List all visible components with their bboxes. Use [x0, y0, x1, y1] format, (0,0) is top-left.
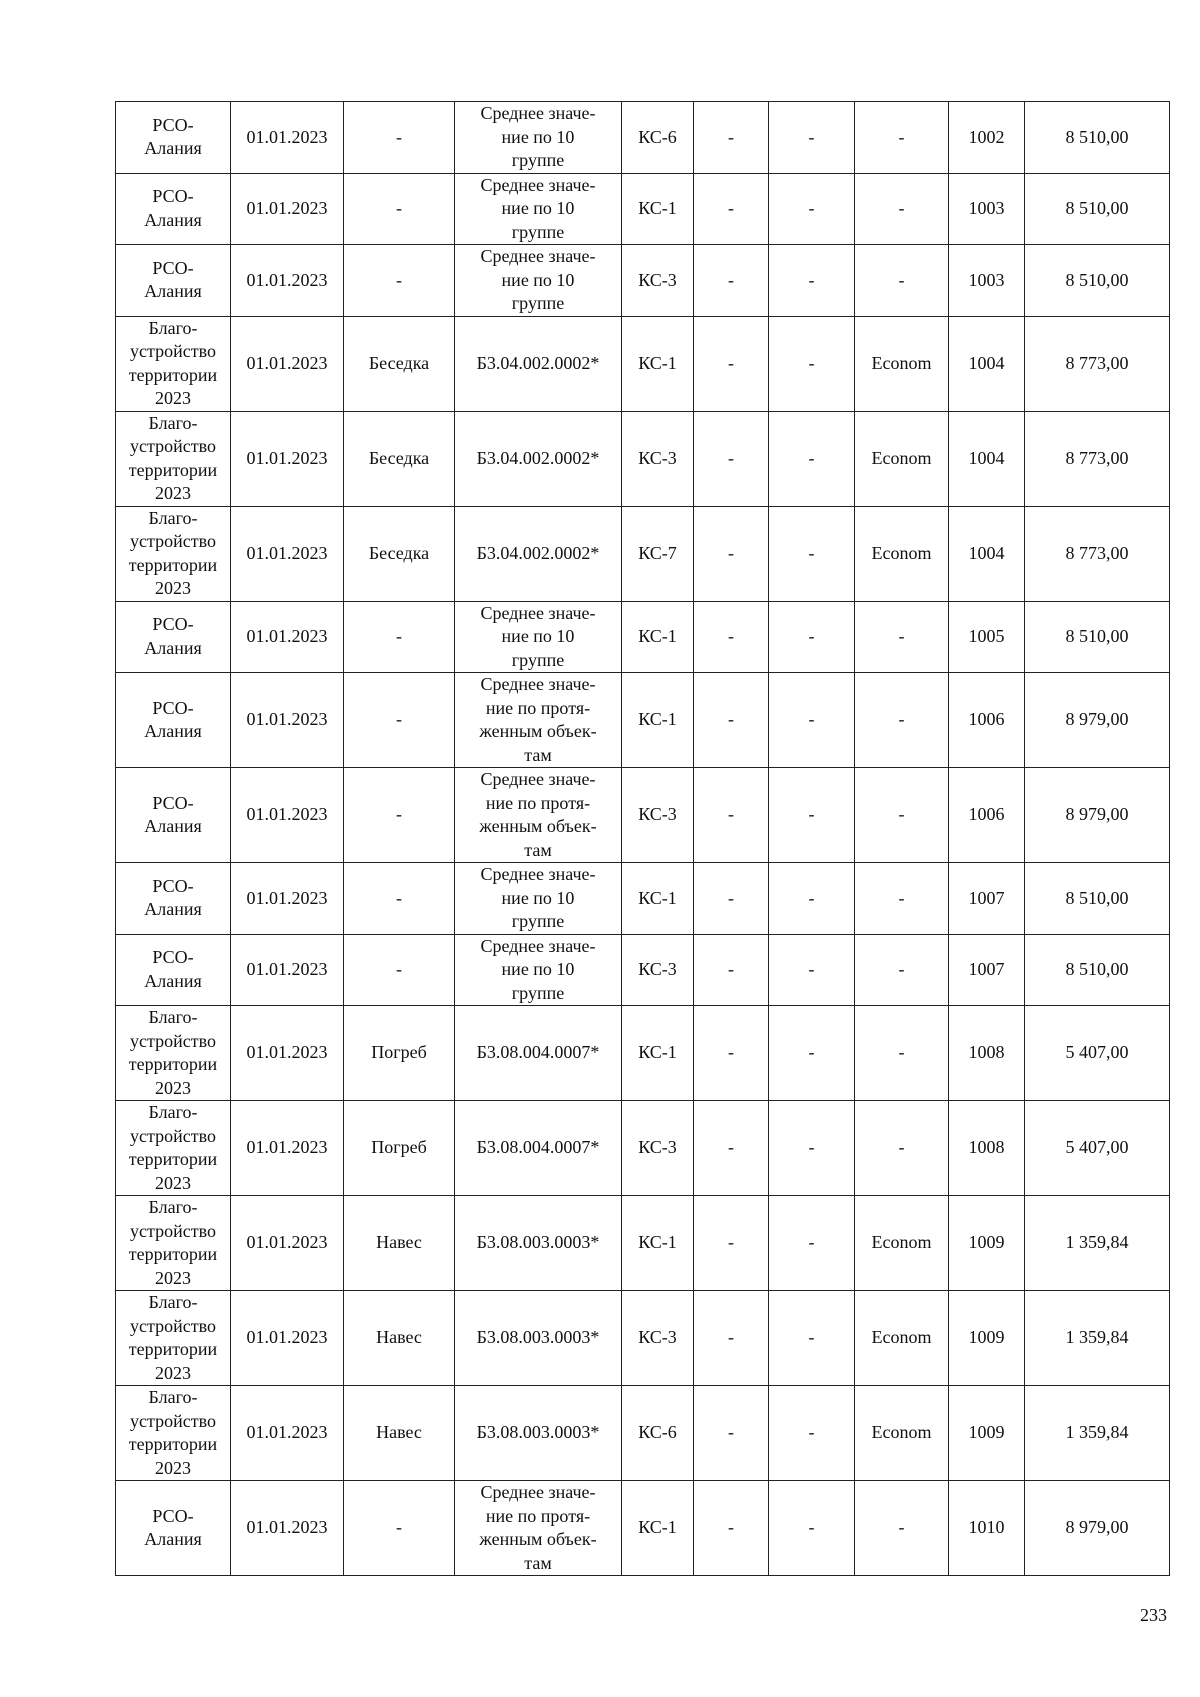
- table-row: [116, 1196, 1170, 1291]
- cell-date: 01.01.2023: [231, 934, 344, 1006]
- cell-price: 8 773,00: [1025, 411, 1170, 506]
- cell-date: 01.01.2023: [231, 1291, 344, 1386]
- cell-code: Среднее значе- ние по 10 группе: [455, 601, 622, 673]
- cell-col7: -: [769, 863, 855, 935]
- cell-object: -: [344, 245, 455, 317]
- cell-organization: РСО- Алания: [116, 673, 231, 768]
- cell-ks: КС-6: [622, 1386, 694, 1481]
- cell-organization: РСО- Алания: [116, 768, 231, 863]
- cell-col7: -: [769, 1481, 855, 1576]
- cell-price: 8 979,00: [1025, 1481, 1170, 1576]
- cell-object: Навес: [344, 1291, 455, 1386]
- cell-date: 01.01.2023: [231, 316, 344, 411]
- cell-price: 8 773,00: [1025, 316, 1170, 411]
- cell-col6: -: [694, 1196, 769, 1291]
- cell-number: 1008: [949, 1101, 1025, 1196]
- cell-organization: Благо- устройство территории 2023: [116, 506, 231, 601]
- table-row: [116, 673, 1170, 768]
- table-row: [116, 768, 1170, 863]
- cell-col6: -: [694, 1481, 769, 1576]
- cell-price: 8 510,00: [1025, 934, 1170, 1006]
- cell-object: Погреб: [344, 1006, 455, 1101]
- cell-number: 1004: [949, 506, 1025, 601]
- cell-price: 8 510,00: [1025, 601, 1170, 673]
- cell-number: 1004: [949, 316, 1025, 411]
- cell-code: Среднее значе- ние по 10 группе: [455, 934, 622, 1006]
- cell-ks: КС-3: [622, 934, 694, 1006]
- cell-col6: -: [694, 411, 769, 506]
- cell-ks: КС-7: [622, 506, 694, 601]
- cell-object: -: [344, 601, 455, 673]
- cell-price: 1 359,84: [1025, 1196, 1170, 1291]
- cell-organization: Благо- устройство территории 2023: [116, 1006, 231, 1101]
- cell-col6: -: [694, 245, 769, 317]
- cell-number: 1007: [949, 863, 1025, 935]
- cell-price: 5 407,00: [1025, 1101, 1170, 1196]
- data-table: [115, 101, 1170, 1576]
- table-row: [116, 506, 1170, 601]
- cell-date: 01.01.2023: [231, 102, 344, 174]
- table-row: [116, 934, 1170, 1006]
- cell-price: 8 510,00: [1025, 245, 1170, 317]
- cell-code: Среднее значе- ние по 10 группе: [455, 245, 622, 317]
- cell-col6: -: [694, 316, 769, 411]
- cell-class: -: [855, 934, 949, 1006]
- cell-code: Б3.08.003.0003*: [455, 1291, 622, 1386]
- cell-col6: -: [694, 768, 769, 863]
- cell-code: Б3.08.004.0007*: [455, 1006, 622, 1101]
- cell-number: 1003: [949, 173, 1025, 245]
- cell-code: Среднее значе- ние по 10 группе: [455, 102, 622, 174]
- cell-ks: КС-3: [622, 768, 694, 863]
- cell-ks: КС-1: [622, 1481, 694, 1576]
- cell-organization: РСО- Алания: [116, 102, 231, 174]
- cell-ks: КС-1: [622, 1006, 694, 1101]
- cell-date: 01.01.2023: [231, 1006, 344, 1101]
- cell-price: 1 359,84: [1025, 1386, 1170, 1481]
- cell-organization: РСО- Алания: [116, 863, 231, 935]
- cell-col7: -: [769, 1386, 855, 1481]
- cell-class: Econom: [855, 411, 949, 506]
- cell-organization: Благо- устройство территории 2023: [116, 1291, 231, 1386]
- cell-class: -: [855, 1006, 949, 1101]
- cell-col6: -: [694, 1386, 769, 1481]
- cell-object: -: [344, 173, 455, 245]
- cell-object: -: [344, 673, 455, 768]
- cell-number: 1009: [949, 1196, 1025, 1291]
- table-row: [116, 1101, 1170, 1196]
- cell-object: Беседка: [344, 316, 455, 411]
- cell-col6: -: [694, 102, 769, 174]
- cell-col7: -: [769, 245, 855, 317]
- cell-date: 01.01.2023: [231, 768, 344, 863]
- cell-col7: -: [769, 601, 855, 673]
- cell-organization: РСО- Алания: [116, 601, 231, 673]
- cell-code: Среднее значе- ние по 10 группе: [455, 863, 622, 935]
- cell-object: Навес: [344, 1386, 455, 1481]
- cell-code: Среднее значе- ние по протя- женным объек- там: [455, 673, 622, 768]
- cell-date: 01.01.2023: [231, 673, 344, 768]
- cell-class: -: [855, 173, 949, 245]
- cell-col7: -: [769, 102, 855, 174]
- cell-class: -: [855, 673, 949, 768]
- cell-organization: Благо- устройство территории 2023: [116, 1101, 231, 1196]
- cell-price: 8 510,00: [1025, 102, 1170, 174]
- page-number: 233: [1140, 1605, 1167, 1625]
- cell-class: Econom: [855, 316, 949, 411]
- cell-col6: -: [694, 173, 769, 245]
- table-body: [116, 102, 1170, 1576]
- cell-date: 01.01.2023: [231, 173, 344, 245]
- cell-organization: РСО- Алания: [116, 1481, 231, 1576]
- cell-col7: -: [769, 934, 855, 1006]
- table-row: [116, 1386, 1170, 1481]
- cell-date: 01.01.2023: [231, 601, 344, 673]
- cell-code: Б3.04.002.0002*: [455, 316, 622, 411]
- cell-code: Среднее значе- ние по 10 группе: [455, 173, 622, 245]
- cell-object: -: [344, 768, 455, 863]
- cell-col6: -: [694, 673, 769, 768]
- cell-object: Погреб: [344, 1101, 455, 1196]
- cell-code: Среднее значе- ние по протя- женным объек- там: [455, 1481, 622, 1576]
- table-row: [116, 601, 1170, 673]
- cell-object: -: [344, 934, 455, 1006]
- cell-number: 1008: [949, 1006, 1025, 1101]
- cell-organization: РСО- Алания: [116, 934, 231, 1006]
- table-row: [116, 863, 1170, 935]
- cell-code: Б3.08.003.0003*: [455, 1386, 622, 1481]
- cell-organization: РСО- Алания: [116, 245, 231, 317]
- cell-number: 1006: [949, 673, 1025, 768]
- cell-price: 8 510,00: [1025, 173, 1170, 245]
- cell-ks: КС-1: [622, 1196, 694, 1291]
- cell-date: 01.01.2023: [231, 863, 344, 935]
- cell-ks: КС-1: [622, 173, 694, 245]
- cell-col6: -: [694, 934, 769, 1006]
- cell-col7: -: [769, 173, 855, 245]
- cell-organization: Благо- устройство территории 2023: [116, 1386, 231, 1481]
- cell-price: 1 359,84: [1025, 1291, 1170, 1386]
- table-row: [116, 102, 1170, 174]
- cell-class: -: [855, 1101, 949, 1196]
- cell-ks: КС-1: [622, 601, 694, 673]
- cell-price: 8 773,00: [1025, 506, 1170, 601]
- cell-code: Б3.08.003.0003*: [455, 1196, 622, 1291]
- table-row: [116, 173, 1170, 245]
- cell-col6: -: [694, 506, 769, 601]
- cell-object: Навес: [344, 1196, 455, 1291]
- cell-object: Беседка: [344, 411, 455, 506]
- cell-organization: Благо- устройство территории 2023: [116, 1196, 231, 1291]
- cell-col6: -: [694, 863, 769, 935]
- cell-code: Б3.04.002.0002*: [455, 411, 622, 506]
- cell-number: 1010: [949, 1481, 1025, 1576]
- cell-ks: КС-3: [622, 411, 694, 506]
- cell-ks: КС-1: [622, 863, 694, 935]
- cell-class: Econom: [855, 1291, 949, 1386]
- cell-col6: -: [694, 1006, 769, 1101]
- cell-date: 01.01.2023: [231, 1101, 344, 1196]
- cell-organization: РСО- Алания: [116, 173, 231, 245]
- cell-ks: КС-1: [622, 673, 694, 768]
- cell-class: -: [855, 245, 949, 317]
- cell-number: 1005: [949, 601, 1025, 673]
- cell-date: 01.01.2023: [231, 1386, 344, 1481]
- cell-ks: КС-3: [622, 1291, 694, 1386]
- cell-number: 1002: [949, 102, 1025, 174]
- cell-date: 01.01.2023: [231, 1196, 344, 1291]
- cell-class: -: [855, 1481, 949, 1576]
- cell-number: 1006: [949, 768, 1025, 863]
- cell-class: Econom: [855, 1196, 949, 1291]
- cell-class: -: [855, 102, 949, 174]
- cell-price: 8 979,00: [1025, 768, 1170, 863]
- cell-code: Б3.08.004.0007*: [455, 1101, 622, 1196]
- table-row: [116, 1291, 1170, 1386]
- cell-number: 1009: [949, 1291, 1025, 1386]
- cell-col6: -: [694, 601, 769, 673]
- cell-col7: -: [769, 1101, 855, 1196]
- cell-ks: КС-6: [622, 102, 694, 174]
- cell-class: -: [855, 601, 949, 673]
- cell-number: 1007: [949, 934, 1025, 1006]
- cell-price: 8 510,00: [1025, 863, 1170, 935]
- cell-class: Econom: [855, 506, 949, 601]
- cell-col6: -: [694, 1101, 769, 1196]
- cell-col7: -: [769, 673, 855, 768]
- cell-date: 01.01.2023: [231, 1481, 344, 1576]
- cell-class: -: [855, 768, 949, 863]
- cell-date: 01.01.2023: [231, 411, 344, 506]
- cell-organization: Благо- устройство территории 2023: [116, 411, 231, 506]
- cell-code: Среднее значе- ние по протя- женным объек- там: [455, 768, 622, 863]
- cell-class: Econom: [855, 1386, 949, 1481]
- cell-code: Б3.04.002.0002*: [455, 506, 622, 601]
- table-row: [116, 1006, 1170, 1101]
- cell-number: 1004: [949, 411, 1025, 506]
- cell-number: 1003: [949, 245, 1025, 317]
- cell-date: 01.01.2023: [231, 506, 344, 601]
- cell-date: 01.01.2023: [231, 245, 344, 317]
- cell-ks: КС-3: [622, 245, 694, 317]
- cell-col7: -: [769, 506, 855, 601]
- cell-object: -: [344, 102, 455, 174]
- cell-object: Беседка: [344, 506, 455, 601]
- table-row: [116, 316, 1170, 411]
- cell-object: -: [344, 863, 455, 935]
- cell-col7: -: [769, 1196, 855, 1291]
- cell-ks: КС-1: [622, 316, 694, 411]
- cell-col7: -: [769, 316, 855, 411]
- cell-col7: -: [769, 1291, 855, 1386]
- table-row: [116, 411, 1170, 506]
- cell-ks: КС-3: [622, 1101, 694, 1196]
- table-row: [116, 245, 1170, 317]
- cell-col7: -: [769, 1006, 855, 1101]
- table-row: [116, 1481, 1170, 1576]
- cell-object: -: [344, 1481, 455, 1576]
- cell-col7: -: [769, 768, 855, 863]
- cell-class: -: [855, 863, 949, 935]
- cell-col7: -: [769, 411, 855, 506]
- cell-organization: Благо- устройство территории 2023: [116, 316, 231, 411]
- cell-price: 8 979,00: [1025, 673, 1170, 768]
- cell-price: 5 407,00: [1025, 1006, 1170, 1101]
- cell-col6: -: [694, 1291, 769, 1386]
- cell-number: 1009: [949, 1386, 1025, 1481]
